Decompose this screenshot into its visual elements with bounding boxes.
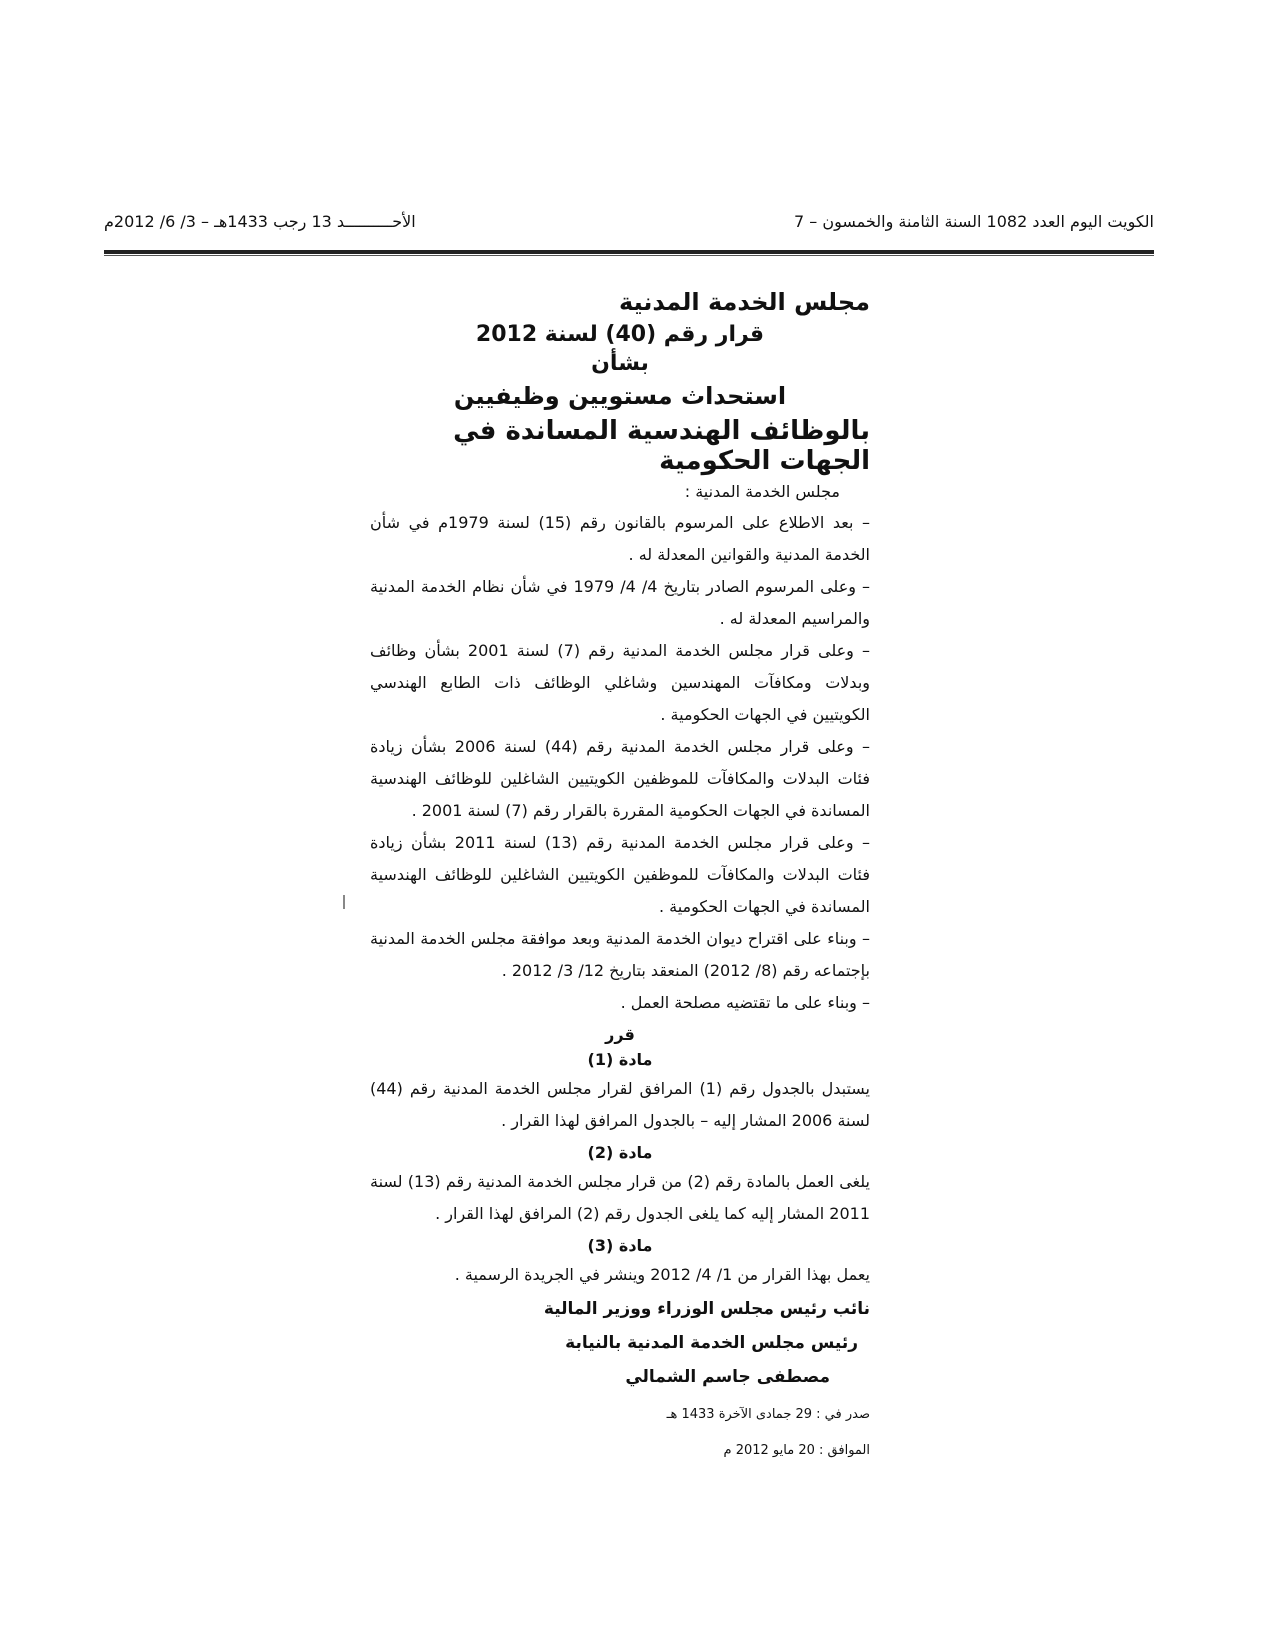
recital-item: – وعلى المرسوم الصادر بتاريخ 4/ 4/ 1979 في شأن نظام الخدمة المدنية والمراسيم المعدلة له . <box>370 577 871 628</box>
signatory-title: نائب رئيس مجلس الوزراء ووزير المالية <box>543 1299 870 1319</box>
header-rule <box>104 250 1154 254</box>
margin-mark <box>343 895 345 909</box>
page-header <box>104 200 1154 240</box>
recital-item: – وعلى قرار مجلس الخدمة المدنية رقم (44) لسنة 2006 بشأن زيادة فئات البدلات والمكافآت للموظفين الكويتيين الشاغلين للوظائف الهندسية المساندة في الجهات الحكومية المقررة بالقرار رقم (7) لسنة 2001 . <box>370 737 870 820</box>
regarding-label: بشأن <box>591 351 649 376</box>
recital-item: – وبناء على ما تقتضيه مصلحة العمل . <box>620 993 870 1012</box>
recital-item: – وعلى قرار مجلس الخدمة المدنية رقم (7) لسنة 2001 بشأن وظائف وبدلات ومكافآت المهندسين وشاغلي الوظائف ذات الطابع الهندسي الكويتيين في الجهات الحكومية . <box>370 641 871 724</box>
header-rule-thin <box>104 255 1154 256</box>
article-heading: مادة (1) <box>587 1050 653 1069</box>
article-text: يعمل بهذا القرار من 1/ 4/ 2012 وينشر في الجريدة الرسمية . <box>454 1265 870 1284</box>
decision-title: قرار رقم (40) لسنة 2012 <box>475 322 765 347</box>
section-title: مجلس الخدمة المدنية <box>619 288 870 316</box>
recital-item: – بعد الاطلاع على المرسوم بالقانون رقم (15) لسنة 1979م في شأن الخدمة المدنية والقوانين المعدلة له . <box>370 513 871 564</box>
issued-date-gregorian: الموافق : 20 مايو 2012 م <box>723 1443 870 1458</box>
header-date: الأحــــــــــد 13 رجب 1433هـ – 3/ 6/ 2012م <box>104 212 416 231</box>
council-lead: مجلس الخدمة المدنية : <box>684 482 840 501</box>
subject-line-2: بالوظائف الهندسية المساندة في الجهات الحكومية <box>453 416 870 476</box>
issued-date-hijri: صدر في : 29 جمادى الآخرة 1433 هـ <box>666 1407 870 1422</box>
article-heading: مادة (2) <box>587 1143 653 1162</box>
signatory-name: مصطفى جاسم الشمالي <box>625 1367 830 1387</box>
recital-item: – وبناء على اقتراح ديوان الخدمة المدنية وبعد موافقة مجلس الخدمة المدنية بإجتماعه رقم (8/ 2012) المنعقد بتاريخ 12/ 3/ 2012 . <box>370 929 870 980</box>
recital-item: – وعلى قرار مجلس الخدمة المدنية رقم (13) لسنة 2011 بشأن زيادة فئات البدلات والمكافآت للموظفين الكويتيين الشاغلين للوظائف الهندسية المساندة في الجهات الحكومية . <box>370 833 870 916</box>
article-heading: مادة (3) <box>587 1236 653 1255</box>
decided-heading: قرر <box>605 1025 635 1044</box>
decision-column <box>370 280 870 1465</box>
subject-line-1: استحداث مستويين وظيفيين <box>453 382 787 410</box>
article-text: يلغى العمل بالمادة رقم (2) من قرار مجلس الخدمة المدنية رقم (13) لسنة 2011 المشار إليه كما يلغى الجدول رقم (2) المرافق لهذا القرار . <box>370 1172 870 1223</box>
signatory-role: رئيس مجلس الخدمة المدنية بالنيابة <box>565 1333 858 1353</box>
header-issue-info: الكويت اليوم العدد 1082 السنة الثامنة والخمسون – 7 <box>794 212 1154 231</box>
article-text: يستبدل بالجدول رقم (1) المرافق لقرار مجلس الخدمة المدنية رقم (44) لسنة 2006 المشار إليه – بالجدول المرافق لهذا القرار . <box>370 1079 870 1130</box>
